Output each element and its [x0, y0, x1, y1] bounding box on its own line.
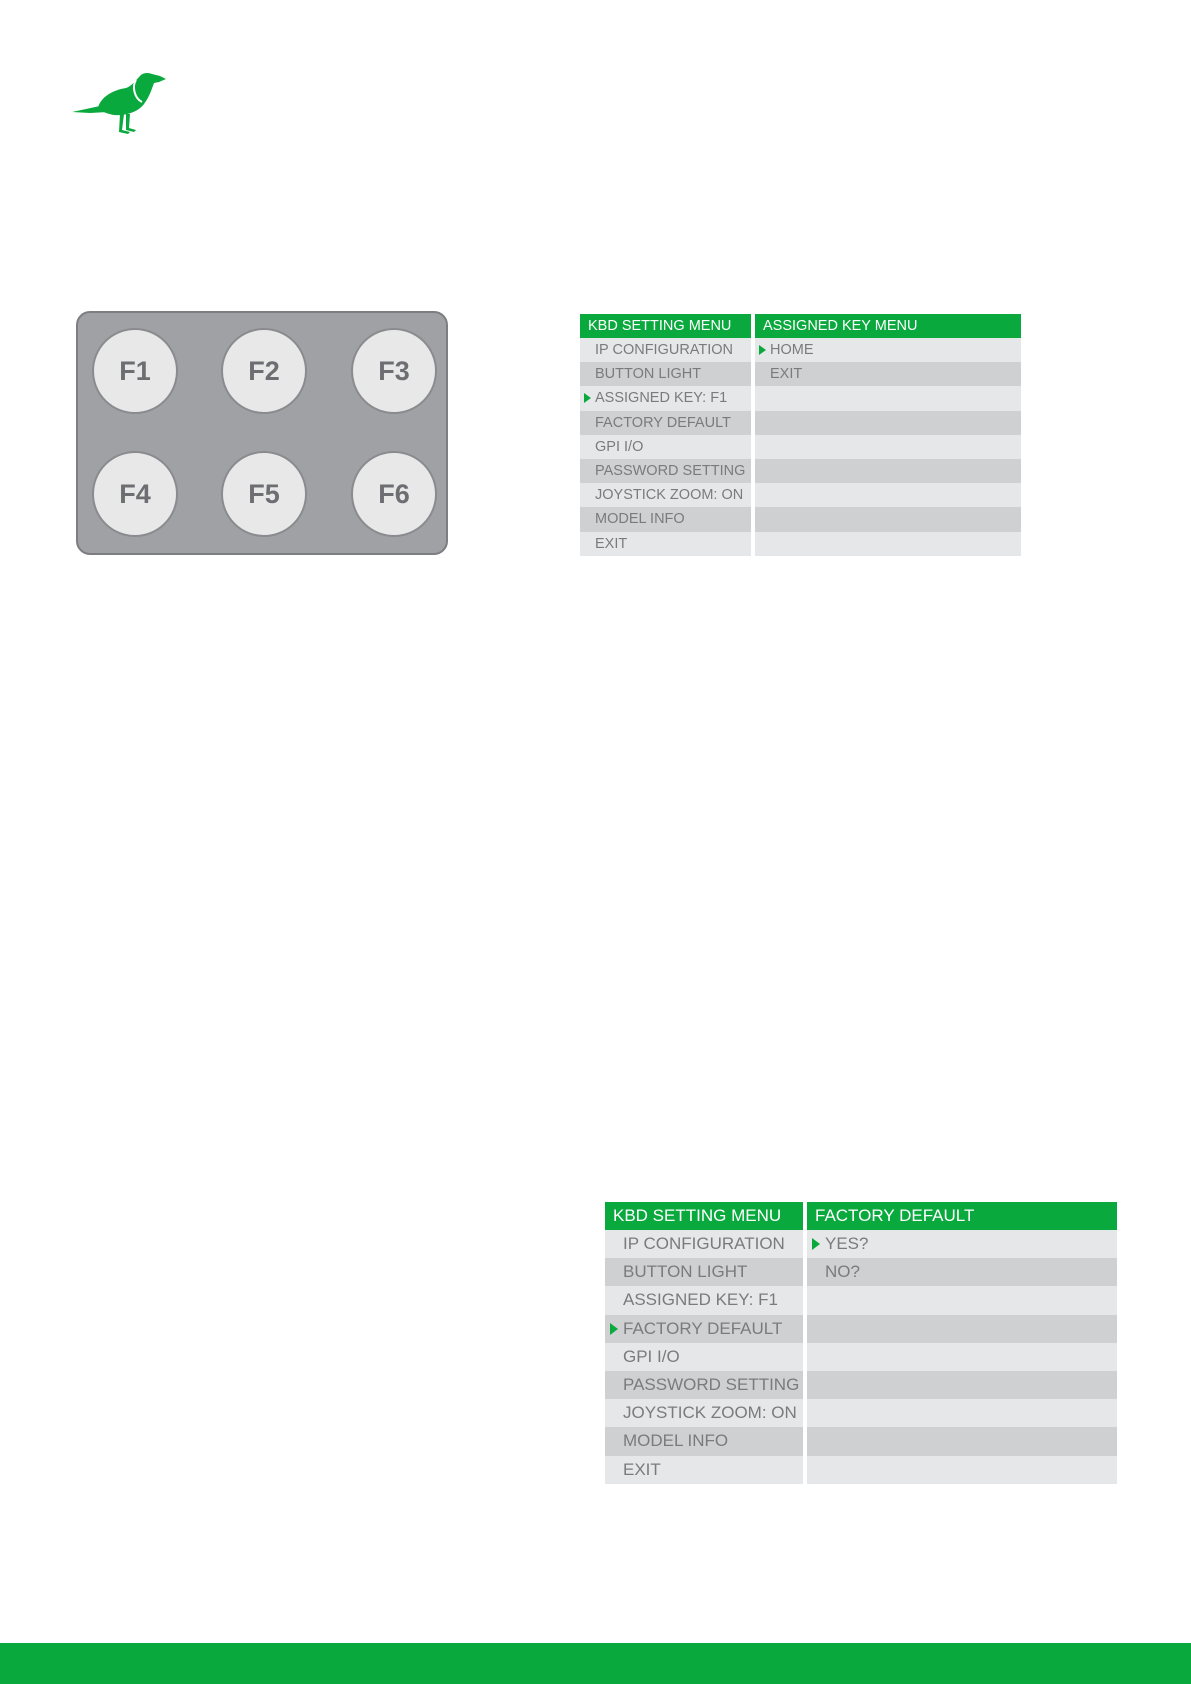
menu-item-label: GPI I/O — [595, 438, 644, 455]
option-home[interactable] — [755, 338, 1021, 362]
empty-row — [755, 483, 1021, 507]
menu-item-label: MODEL INFO — [623, 1431, 729, 1451]
menu-item-exit[interactable] — [605, 1456, 803, 1484]
f6-key[interactable]: F6 — [351, 451, 437, 537]
menu-item-joystick-zoom[interactable] — [580, 483, 751, 507]
menu-item-label: EXIT — [623, 1459, 661, 1479]
menu-item-password-setting[interactable] — [605, 1371, 803, 1399]
menu-item-label: IP CONFIGURATION — [595, 342, 734, 359]
bird-logo-icon — [70, 68, 168, 148]
empty-row — [755, 386, 1021, 410]
menu-item-label: BUTTON LIGHT — [623, 1262, 748, 1282]
empty-row — [807, 1371, 1117, 1399]
selection-arrow-icon — [584, 393, 591, 403]
menu-item-label: MODEL INFO — [595, 511, 685, 528]
f4-key[interactable]: F4 — [92, 451, 178, 537]
option-yes[interactable] — [807, 1230, 1117, 1258]
menu-item-gpi-io[interactable] — [605, 1343, 803, 1371]
menu-item-label: ASSIGNED KEY: F1 — [595, 390, 728, 407]
menu-item-gpi-io[interactable] — [580, 435, 751, 459]
menu-item-model-info[interactable] — [605, 1427, 803, 1455]
menu-item-label: FACTORY DEFAULT — [623, 1318, 783, 1338]
menu-item-label: JOYSTICK ZOOM: ON — [623, 1403, 797, 1423]
menu-item-factory-default[interactable] — [605, 1315, 803, 1343]
menu-item-password-setting[interactable] — [580, 459, 751, 483]
empty-row — [807, 1427, 1117, 1455]
option-no[interactable] — [807, 1258, 1117, 1286]
menu-title: KBD SETTING MENU — [605, 1202, 803, 1230]
kbd-setting-column — [605, 1202, 803, 1484]
empty-row — [807, 1315, 1117, 1343]
menu-item-label: FACTORY DEFAULT — [595, 414, 731, 431]
menu-item-joystick-zoom[interactable] — [605, 1399, 803, 1427]
empty-row — [755, 411, 1021, 435]
f3-key[interactable]: F3 — [351, 328, 437, 414]
menu-item-label: JOYSTICK ZOOM: ON — [595, 487, 744, 504]
function-key-panel — [76, 311, 448, 555]
menu-item-button-light[interactable] — [580, 362, 751, 386]
empty-row — [755, 459, 1021, 483]
selection-arrow-icon — [759, 345, 766, 355]
menu-item-exit[interactable] — [580, 532, 751, 556]
empty-row — [755, 435, 1021, 459]
factory-default-column — [807, 1202, 1117, 1484]
assigned-key-column — [755, 314, 1021, 556]
menu-item-label: ASSIGNED KEY: F1 — [623, 1290, 778, 1310]
menu-item-label: IP CONFIGURATION — [623, 1234, 785, 1254]
empty-row — [807, 1343, 1117, 1371]
menu-title: ASSIGNED KEY MENU — [755, 314, 1021, 338]
option-label: NO? — [825, 1262, 860, 1282]
f1-key[interactable]: F1 — [92, 328, 178, 414]
footer-bar — [0, 1643, 1191, 1684]
menu-item-assigned-key[interactable] — [605, 1286, 803, 1314]
menu-item-label: EXIT — [595, 535, 628, 552]
empty-row — [807, 1399, 1117, 1427]
menu-item-label: BUTTON LIGHT — [595, 366, 702, 383]
empty-row — [807, 1286, 1117, 1314]
menu-item-label: PASSWORD SETTING — [623, 1375, 800, 1395]
empty-row — [755, 507, 1021, 531]
option-exit[interactable] — [755, 362, 1021, 386]
empty-row — [807, 1456, 1117, 1484]
menu-item-model-info[interactable] — [580, 507, 751, 531]
selection-arrow-icon — [610, 1323, 618, 1335]
menu-item-button-light[interactable] — [605, 1258, 803, 1286]
menu-item-label: PASSWORD SETTING — [595, 463, 746, 480]
menu-title: FACTORY DEFAULT — [807, 1202, 1117, 1230]
empty-row — [755, 532, 1021, 556]
menu-item-ip-configuration[interactable] — [580, 338, 751, 362]
menu-item-ip-configuration[interactable] — [605, 1230, 803, 1258]
menu-title: KBD SETTING MENU — [580, 314, 751, 338]
option-label: EXIT — [770, 366, 803, 383]
option-label: HOME — [770, 342, 814, 359]
f2-key[interactable]: F2 — [221, 328, 307, 414]
selection-arrow-icon — [812, 1238, 820, 1250]
menu-item-assigned-key[interactable] — [580, 386, 751, 410]
menu-item-factory-default[interactable] — [580, 411, 751, 435]
option-label: YES? — [825, 1234, 869, 1254]
kbd-setting-column — [580, 314, 751, 556]
menu-item-label: GPI I/O — [623, 1346, 680, 1366]
f5-key[interactable]: F5 — [221, 451, 307, 537]
